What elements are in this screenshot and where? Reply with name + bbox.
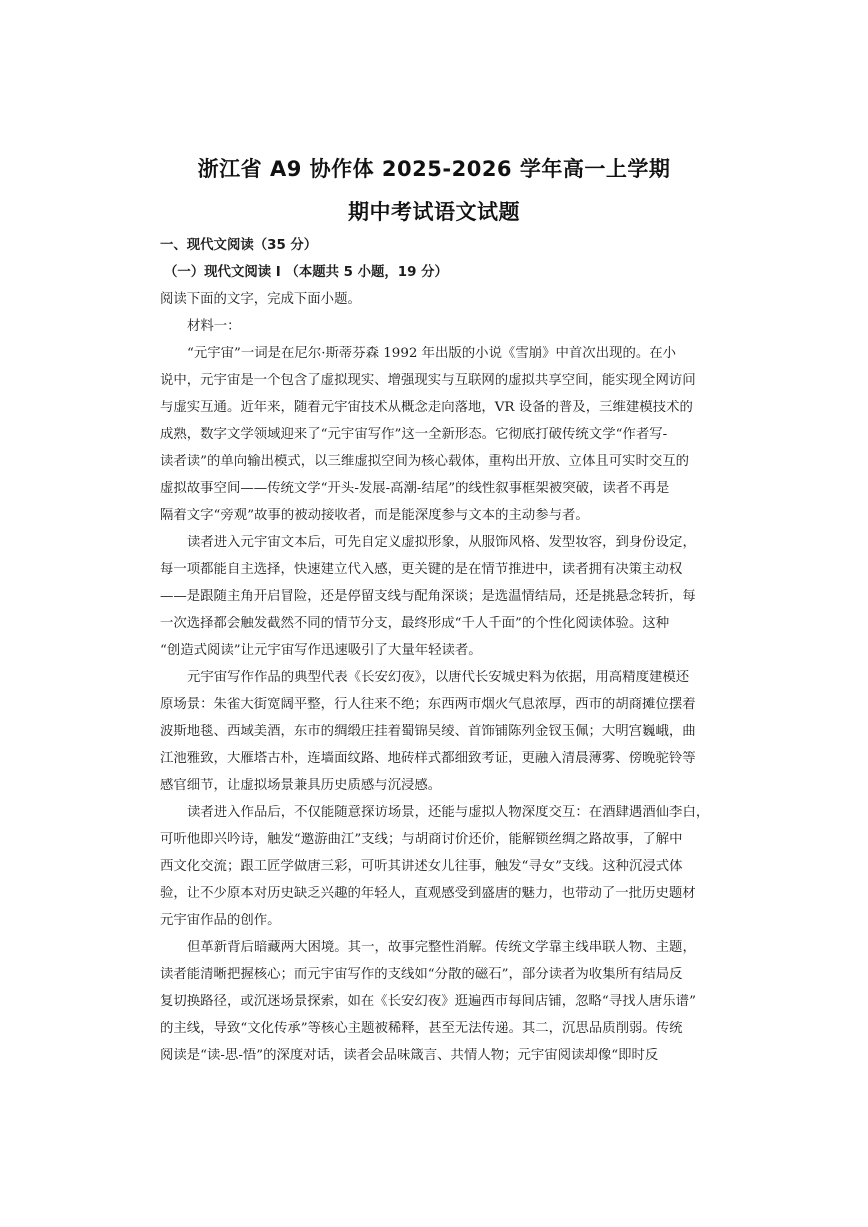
text-line: ——是跟随主角开启冒险，还是停留支线与配角深谈；是选温情结局，还是挑悬念转折，每 [160,589,696,604]
text-line: 感官细节，让虚拟场景兼具历史质感与沉浸感。 [160,778,442,793]
text-line: 元宇宙作品的创作。 [160,913,281,928]
text-line: 可听他即兴吟诗，触发“邀游曲江”支线；与胡商讨价还价，能解锁丝绸之路故事，了解中 [160,832,683,847]
text-line: 一次选择都会触发截然不同的情节分支，最终形成“千人千面”的个性化阅读体验。这种 [160,616,670,631]
text-line: 隔着文字“旁观”故事的被动接收者，而是能深度参与文本的主动参与者。 [160,508,589,523]
text-line: 读者进入元宇宙文本后，可先自定义虚拟形象，从服饰风格、发型妆容，到身份设定， [187,535,696,550]
text-line: 验，让不少原本对历史缺乏兴趣的年轻人，直观感受到盛唐的魅力，也带动了一批历史题材 [160,886,696,901]
text-line: “创造式阅读”让元宇宙写作迅速吸引了大量年轻读者。 [160,643,482,658]
text-line: 说中，元宇宙是一个包含了虚拟现实、增强现实与互联网的虚拟共享空间，能实现全网访问 [160,373,696,388]
text-line: 的主线，导致“文化传承”等核心主题被稀释，甚至无法传递。其二，沉思品质削弱。传统 [160,1021,683,1036]
paragraph-3 [160,670,710,805]
text-line: 西文化交流；跟工匠学做唐三彩，可听其讲述女儿往事，触发“寻女”支线。这种沉浸式体 [160,859,683,874]
text-line: “元宇宙”一词是在尼尔·斯蒂芬森 1992 年出版的小说《雪崩》中首次出现的。在小 [187,346,677,361]
text-line: 波斯地毯、西域美酒，东市的绸缎庄挂着蜀锦吴绫、首饰铺陈列金钗玉佩；大明宫巍峨，曲 [160,724,696,739]
text-line: 元宇宙写作作品的典型代表《长安幻夜》，以唐代长安城史料为依据，用高精度建模还 [187,670,690,685]
text-line: 但革新背后暗藏两大困境。其一，故事完整性消解。传统文学靠主线串联人物、主题， [187,940,696,955]
material-label: 材料一： [187,319,241,334]
reading-instruction: 阅读下面的文字，完成下面小题。 [160,292,361,307]
section-heading: 一、现代文阅读（35 分） [160,238,318,253]
text-line: 读者能清晰把握核心；而元宇宙写作的支线如“分散的磁石”，部分读者为收集所有结局反 [160,967,683,982]
text-line: 读者读”的单向输出模式，以三维虚拟空间为核心载体，重构出开放、立体且可实时交互的 [160,454,690,469]
text-line: 阅读是“读-思-悟”的深度对话，读者会品味箴言、共情人物；元宇宙阅读却像“即时反 [160,1048,659,1063]
text-line: 成熟，数字文学领域迎来了“元宇宙写作”这一全新形态。它彻底打破传统文学“作者写- [160,427,668,442]
text-line: 读者进入作品后，不仅能随意探访场景，还能与虚拟人物深度交互：在酒肆遇酒仙李白， [187,805,710,820]
text-line: 与虚实互通。近年来，随着元宇宙技术从概念走向落地，VR 设备的普及，三维建模技术的 [160,400,693,415]
text-line: 每一项都能自主选择，快速建立代入感，更关键的是在情节推进中，读者拥有决策主动权 [160,562,683,577]
paragraph-1 [160,346,710,535]
paragraph-2 [160,535,710,670]
paragraph-4 [160,805,710,940]
exam-title-line1: 浙江省 A9 协作体 2025-2026 学年高一上学期 [197,157,671,181]
text-line: 江池雅致，大雁塔古朴，连墙面纹路、地砖样式都细致考证，更融入清晨薄雾、傍晚驼铃等 [160,751,696,766]
text-line: 原场景：朱雀大街宽阔平整，行人往来不绝；东西两市烟火气息浓厚，西市的胡商摊位摆着 [160,697,696,712]
exam-title-line2: 期中考试语文试题 [348,200,520,224]
subsection-heading: （一）现代文阅读 I （本题共 5 小题，19 分） [164,265,448,280]
text-line: 复切换路径，或沉迷场景探索，如在《长安幻夜》逛遍西市每间店铺，忽略“寻找人唐乐谱” [160,994,696,1009]
paragraph-5 [160,940,710,1075]
text-line: 虚拟故事空间——传统文学“开头-发展-高潮-结尾”的线性叙事框架被突破，读者不再是 [160,481,670,496]
